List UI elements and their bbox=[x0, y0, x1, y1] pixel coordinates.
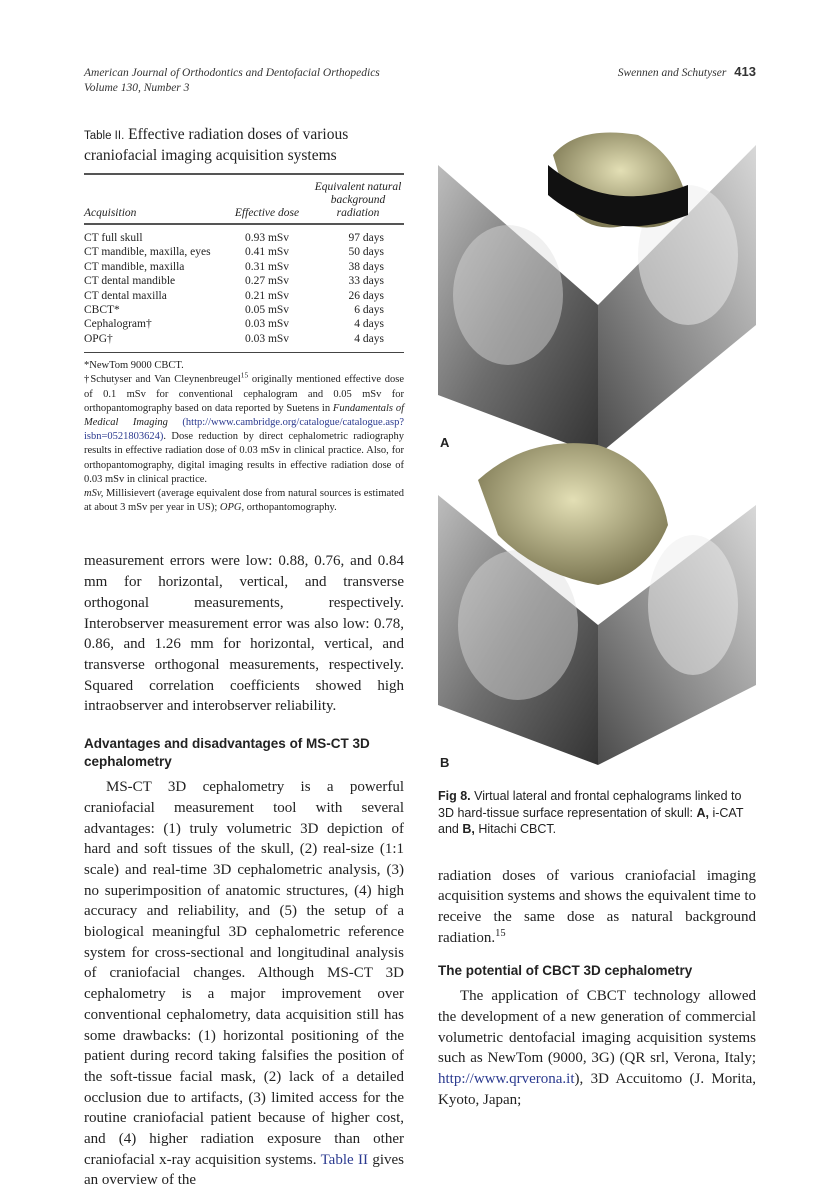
cbct-skull-renderings bbox=[438, 125, 756, 770]
table-caption: Effective radiation doses of various craniofacial imaging acquisition systems bbox=[84, 126, 349, 164]
days-cell: 97 days bbox=[348, 232, 384, 244]
column-header: Equivalent natural background radiation bbox=[314, 181, 402, 219]
footnote-abbreviations: mSv, Millisievert (average equivalent dose from natural sources is estimated at about 3 mSv per year in US); OPG, orthopantomography. bbox=[84, 488, 404, 514]
panel-label-a: A bbox=[440, 435, 450, 450]
left-paragraph-2: MS-CT 3D cephalometry is a powerful craniofacial measurement tool with several advantages: (1) truly volumetric 3D depiction of hard and soft tissues of the skull, (2) real-size (1:1 scale) and real-time 3D cephalometric analysis, (3) no superimposition of anatomic structures, (4) high accuracy and reliability, and (5) the setup of a biological meaningful 3D cephalometric reference system for cross-sectional and longitudinal analysis of craniofacial changes. Although MS-CT 3D cephalometry is a major improvement over conventional cephalometry, data acquisition still has some drawbacks: (1) horizontal positioning of the patient during record taking falsifies the position of the soft-tissue facial mask, (2) lack of a detailed occlusion due to artifacts, (3) limited access for the routine craniofacial patient because of higher cost, and (4) higher radiation exposure than other craniofacial x-ray acquisition systems. Table II gives an overview of the bbox=[84, 779, 404, 1189]
dose-cell: 0.21 mSv bbox=[244, 289, 290, 302]
running-header bbox=[84, 66, 404, 96]
table-row bbox=[84, 274, 404, 288]
days-cell: 6 days bbox=[354, 304, 384, 317]
days-cell: 50 days bbox=[348, 246, 384, 259]
table-row bbox=[84, 303, 404, 317]
dose-cell: 0.05 mSv bbox=[244, 304, 290, 317]
right-column bbox=[438, 125, 756, 1111]
panel-label-b: B bbox=[440, 755, 450, 770]
running-header-right bbox=[618, 64, 756, 81]
table-ii-link[interactable]: Table II bbox=[320, 1151, 368, 1168]
acquisition-cell: OPG† bbox=[84, 332, 113, 345]
days-cell: 38 days bbox=[348, 260, 384, 273]
column-header: Effective dose bbox=[234, 207, 300, 219]
dose-cell: 0.03 mSv bbox=[244, 318, 290, 331]
section-heading-cbct: The potential of CBCT 3D cephalometry bbox=[438, 963, 693, 979]
journal-name: American Journal of Orthodontics and Dentofacial Orthopedics bbox=[84, 67, 380, 79]
figure-caption: Fig 8. Virtual lateral and frontal cephalograms linked to 3D hard-tissue surface representation of skull: A, i-CAT and B, Hitachi CBCT. bbox=[438, 789, 744, 836]
panel-b-image bbox=[438, 443, 756, 765]
acquisition-cell: CT full skull bbox=[84, 232, 143, 244]
left-column bbox=[84, 125, 404, 1191]
acquisition-cell: CT dental maxilla bbox=[84, 289, 167, 302]
page-number: 413 bbox=[734, 64, 756, 79]
days-cell: 26 days bbox=[348, 289, 384, 302]
footnote-dagger: †Schutyser and Van Cleynenbreugel$^{15}$ originally mentioned effective dose of 0.1 mSv for conventional cephalogram and 0.05 mSv for orthopantomography based on data reported by Suetens in Fundamentals of Medical Imaging (http://www.cambridge.org/catalogue/catalogue.asp?isbn=0521803624). Dose reduction by direct cephalometric radiography results in effective radiation dose of 0.03 mSv in clinical practice. Also, for orthopantomography, digital imaging results in effective radiation dose of 0.03 mSv in clinical practice. bbox=[84, 370, 404, 485]
qrverona-link[interactable]: http://www.qrverona.it bbox=[438, 1071, 575, 1088]
dose-cell: 0.31 mSv bbox=[244, 260, 290, 273]
table-row bbox=[84, 224, 404, 245]
table-row bbox=[84, 260, 404, 274]
dose-cell: 0.93 mSv bbox=[244, 232, 290, 244]
column-header: Acquisition bbox=[84, 207, 137, 219]
figure-8 bbox=[438, 125, 756, 770]
footnote-star: *NewTom 9000 CBCT. bbox=[84, 360, 184, 372]
table-row bbox=[84, 332, 404, 346]
dose-cell: 0.41 mSv bbox=[244, 246, 290, 259]
acquisition-cell: CT mandible, maxilla bbox=[84, 260, 185, 273]
journal-volume: Volume 130, Number 3 bbox=[84, 82, 190, 94]
acquisition-cell: CBCT* bbox=[84, 304, 120, 317]
radiation-dose-table bbox=[84, 173, 404, 353]
right-paragraph-2: The application of CBCT technology allowed the development of a new generation of commercial volumetric dentofacial imaging acquisition systems such as NewTom (9000, 3G) (QR srl, Verona, Italy; http://www.qrverona.it), 3D Accuitomo (J. Morita, Kyoto, Japan; bbox=[438, 988, 756, 1108]
table-row bbox=[84, 289, 404, 303]
table-row bbox=[84, 245, 404, 259]
acquisition-cell: CT dental mandible bbox=[84, 275, 176, 288]
days-cell: 4 days bbox=[354, 318, 384, 331]
acquisition-cell: Cephalogram† bbox=[84, 318, 152, 331]
days-cell: 33 days bbox=[348, 275, 384, 288]
table-row bbox=[84, 317, 404, 331]
left-paragraph-1: measurement errors were low: 0.88, 0.76, and 0.84 mm for horizontal, vertical, and transverse orthogonal measurements, respectively. Interobserver measurement error was also low: 0.78, 0.86, and 1.26 mm for horizontal, vertical, and transverse orthogonal measurements, respectively. Squared correlation coefficients showed high intraobserver and interobserver reliability. bbox=[84, 553, 404, 715]
days-cell: 4 days bbox=[354, 332, 384, 345]
dose-cell: 0.03 mSv bbox=[244, 332, 290, 345]
catalogue-link[interactable]: (http://www.cambridge.org/catalogue/catalogue.asp?isbn=0521803624) bbox=[84, 417, 404, 443]
dose-cell: 0.27 mSv bbox=[244, 275, 290, 288]
panel-a-image bbox=[438, 133, 756, 456]
table-label: Table II. bbox=[84, 130, 125, 142]
section-heading-ms-ct: Advantages and disadvantages of MS-CT 3D cephalometry bbox=[84, 736, 370, 770]
table-footnotes bbox=[84, 359, 404, 515]
authors: Swennen and Schutyser bbox=[617, 67, 727, 79]
right-paragraph-1: radiation doses of various craniofacial imaging acquisition systems and shows the equivalent time to receive the same dose as natural background radiation.$^{15}$ bbox=[438, 867, 756, 946]
table-title bbox=[84, 125, 404, 165]
acquisition-cell: CT mandible, maxilla, eyes bbox=[84, 246, 211, 259]
